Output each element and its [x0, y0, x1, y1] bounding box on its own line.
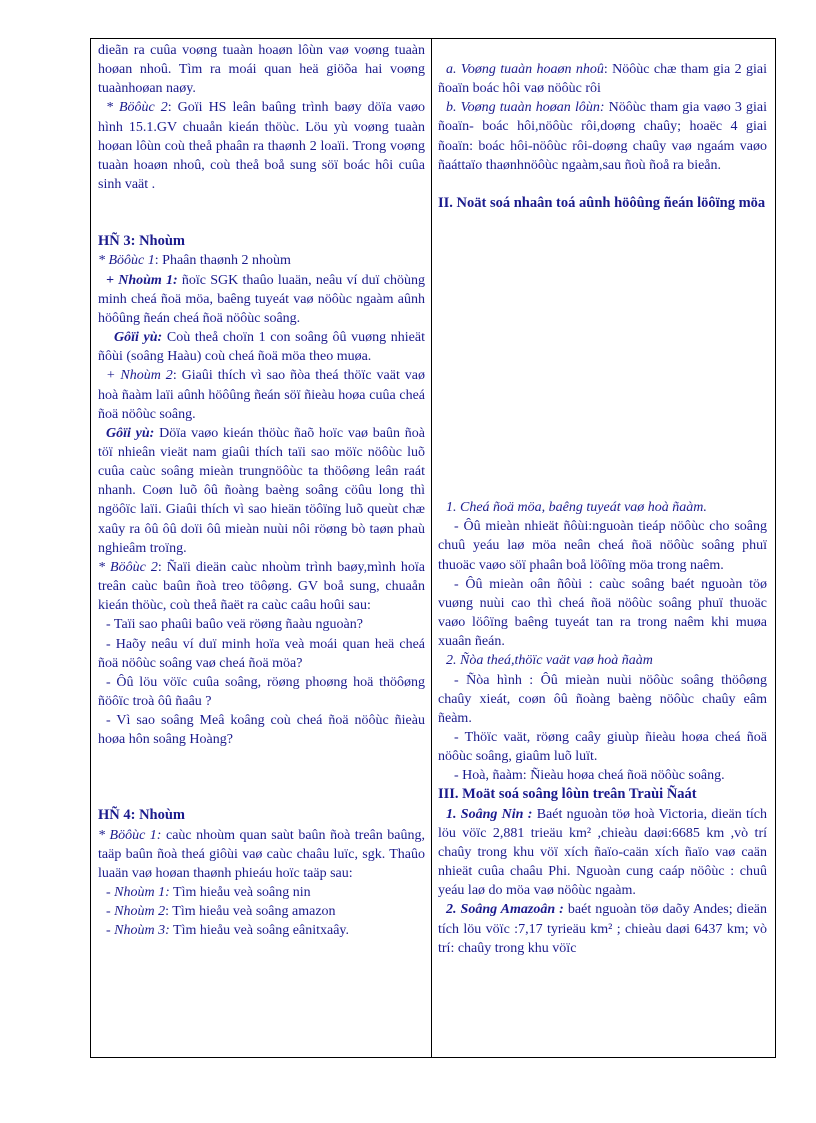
- group-3-assignment: - Nhoùm 3: Tìm hieåu veà soâng eânitxaây.: [106, 923, 349, 939]
- lesson-table: [90, 38, 776, 1058]
- activity-3-step-2: * Böôùc 2: Ñaïi dieän caùc nhoùm trình baøy,mình hoïa treân caùc baûn ñoà treo töôøng. GV boå sung, chuaån kieán thöùc, coù theå ñaët ra caùc caâu hoûi sau:: [98, 559, 425, 614]
- group-1-task: + Nhoùm 1: ñoïc SGK thaûo luaän, neâu ví duï chöùng minh cheá ñoä möa, baêng tuyeát vaø nöôùc ngaàm aûnh höôûng ñeán cheá ñoä nöôùc soâng.: [98, 272, 426, 326]
- activity-3-step-1: * Böôùc 1: Phaân thaønh 2 nhoùm: [98, 253, 291, 269]
- group-2-assignment: - Nhoùm 2: Tìm hieåu veà soâng amazon: [106, 904, 336, 920]
- question-3: - Ôû löu vöïc cuûa soâng, röøng phoøng hoä thöôøng ñöôïc troà ôû ñaâu ?: [98, 674, 425, 709]
- subsection-2-heading: 2. Ñòa theá,thöïc vaät vaø hoà ñaàm: [446, 653, 653, 669]
- content-column: [432, 39, 775, 1057]
- amazon-paragraph: 2. Soâng Amazoân : baét nguoàn töø daõy Andes; dieän tích löu vöïc :7,17 tyrieäu km² ; chieàu daøi 6437 km; vò trí: chaûy trong khu vöïc: [438, 902, 767, 956]
- group-2-task: + Nhoùm 2: Giaûi thích vì sao ñòa theá thöïc vaät vaø hoà ñaàm laïi aûnh höôûng ñeán söï ñieàu hoøa cuûa cheá ñoä nöôùc soâng.: [98, 368, 425, 422]
- lakes-paragraph: - Hoà, ñaàm: Ñieàu hoøa cheá ñoä nöôùc soâng.: [454, 768, 725, 784]
- step-label: * Böôùc 2: [106, 100, 168, 116]
- nile-paragraph: 1. Soâng Nin : Baét nguoàn töø hoà Victoria, dieän tích löu vöïc 2,881 trieäu km² ,chieàu daøi:6685 km ,vò trí chaûy trong khu vöï xích ñaïo-caän xích ñaïo vaø caän nhieät cuûa chaâu Phi. Nguoàn cung caáp nöôùc : chuû yeáu laø do möa vaø nöôùc ngaàm.: [438, 806, 767, 899]
- terrain-paragraph: - Ñòa hình : Ôû mieàn nuùi nöôùc soâng thöôøng chaûy xieát, coøn ôû ñoàng baèng nöôùc chaûy eâm ñeàm.: [438, 672, 767, 726]
- question-4: - Vì sao soâng Meâ koâng coù cheá ñoä nöôùc ñieàu hoøa hôn soâng Hoàng?: [98, 713, 425, 748]
- subsection-1-heading: 1. Cheá ñoä möa, baêng tuyeát vaø hoà ñaàm.: [446, 500, 707, 516]
- hint-1: Gôïi yù: Coù theå choïn 1 con soâng ôû vuøng nhieät ñôùi (soâng Haàu) coù cheá ñoä möa theo muøa.: [98, 330, 425, 365]
- group-1-assignment: - Nhoùm 1: Tìm hieåu veà soâng nin: [106, 885, 311, 901]
- vegetation-paragraph: - Thöïc vaät, röøng caây giuùp ñieàu hoøa cheá ñoä nöôùc soâng, giaûm luõ luït.: [438, 729, 767, 765]
- activity-4-heading: HÑ 4: Nhoùm: [98, 807, 186, 824]
- left-paragraph-2: [98, 98, 425, 194]
- small-cycle: a. Voøng tuaàn hoaøn nhoû: Nöôùc chæ tham gia 2 giai ñoaïn boác hôi vaø nöôùc rôi: [438, 62, 767, 97]
- large-cycle: b. Voøng tuaàn hoøan lôùn: Nöôùc tham gia vaøo 3 giai ñoaïn- boác hôi,nöôùc rôi,doøng chaûy; hoaëc 4 giai ñoaïn: boác hôi-nöôùc rôi-doøng chaûy vaø ngaám vaøo ñaáttaïo thaønhnöôùc ngaàm,sau ñoù ñoå ra bieån.: [438, 100, 767, 173]
- temperate-paragraph: - Ôû mieàn oân ñôùi : caùc soâng baét nguoàn töø vuøng nuùi cao thì cheá ñoä nöôùc soâng phuï thuoäc vaøo löôïng baêng tuyeát tan ra trong naêm khi muøa xuaân ñeán.: [438, 576, 767, 650]
- step-text: : Goïi HS leân baûng trình baøy döïa vaøo hình 15.1.GV chuaån kieán thöùc. Löu yù voøng tuaàn hoøan lôùn coù theå phaân ra thaønh 2 loaïi. Trong voøng tuaàn hoaøn nhoû, coù theå boå sung söï boác hôi cuûa sinh vaät .: [98, 100, 425, 193]
- section-3-heading: III. Moät soá soâng lôùn treân Traùi Ñaát: [438, 786, 697, 803]
- hint-2: Gôïi yù: Döïa vaøo kieán thöùc ñaõ hoïc vaø baûn ñoà töï nhieân vieät nam giaûi thích taïi sao möïc nöôùc luõ cuûa caùc soâng mieàn trungnöôùc ta thöôøng leân raát nhanh. Coøn luõ ôû ñoàng baèng soâng cöûu long thì ngöôïc laïi. Giaûi thích vì sao hieän töôïng luõ queùt chæ xaûy ra ôû ôû doïi ôû mieàn nuùi nôi röøng bò taøn phaù nghieâm troïng.: [98, 425, 425, 556]
- activity-4-step-1: * Böôùc 1: caùc nhoùm quan saùt baûn ñoà treân baûng, taäp baûn ñoà theá giôùi vaø caùc chaâu luïc, sgk. Thaûo luaän vaø hoøan thaønh phieáu hoïc taäp sau:: [98, 827, 425, 881]
- tropical-paragraph: - Ôû mieàn nhieät ñôùi:nguoàn tieáp nöôùc cho soâng chuû yeáu laø möa neân cheá ñoä nöôùc soâng phuï thuoäc vaøo söï phaân boå löôïng möa trong naêm.: [438, 519, 767, 573]
- activity-column: [91, 39, 432, 1057]
- section-2-heading: II. Noät soá nhaân toá aûnh höôûng ñeán löôïng möa: [438, 194, 766, 211]
- activity-3-heading: HÑ 3: Nhoùm: [98, 233, 186, 250]
- left-paragraph-1: dieãn ra cuûa voøng tuaàn hoaøn lôùn vaø voøng tuaàn hoøan nhoû. Tìm ra moái quan heä giöõa hai voøng tuaànhoøan naøy.: [98, 43, 425, 97]
- question-2: - Haõy neâu ví duï minh hoïa veà moái quan heä cheá ñoä nöôùc soâng vaø cheá ñoä möa?: [98, 636, 425, 671]
- question-1: - Taïi sao phaûi baûo veä röøng ñaàu nguoàn?: [106, 617, 363, 633]
